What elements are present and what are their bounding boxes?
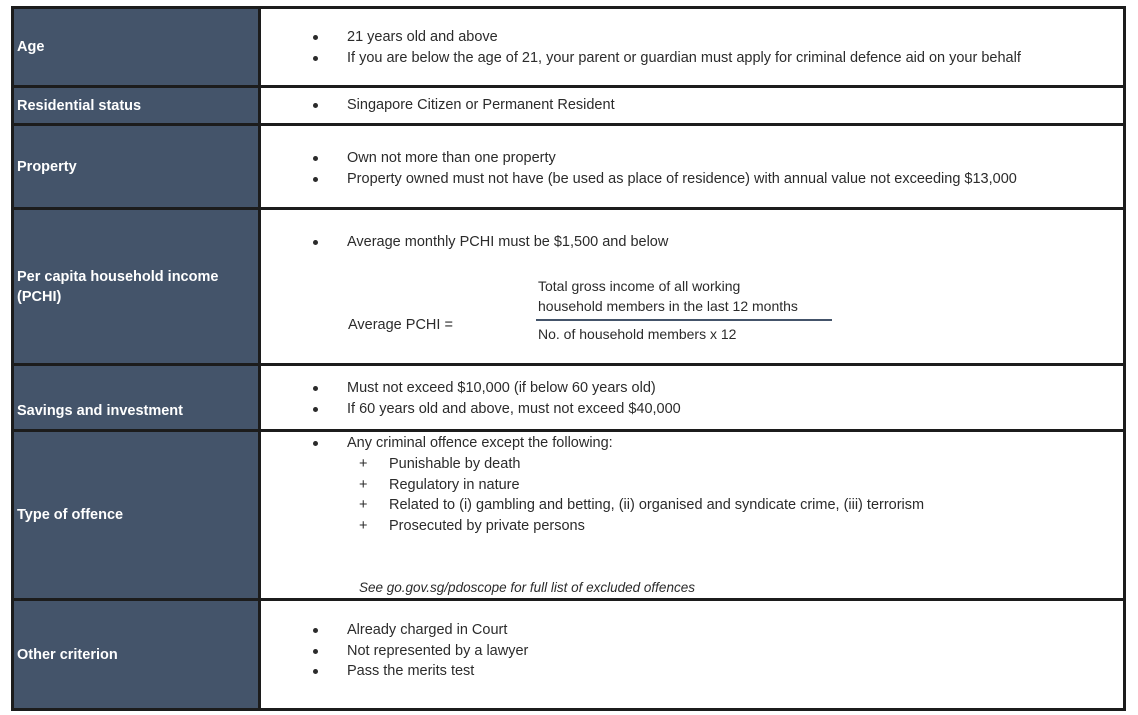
formula-numerator-line2: household members in the last 12 months bbox=[538, 298, 798, 314]
fraction-bar bbox=[536, 319, 832, 321]
formula-numerator-line1: Total gross income of all working bbox=[538, 278, 741, 294]
bullet-icon bbox=[313, 240, 318, 245]
row-other-criterion bbox=[14, 601, 1123, 708]
cell-pchi: Average monthly PCHI must be $1,500 and below Average PCHI = Total gross income of all working household members in the last 12 months No. of household members x 12 bbox=[258, 210, 1123, 363]
label-property: Property bbox=[14, 126, 258, 207]
row-savings bbox=[14, 366, 1123, 432]
bullet-icon bbox=[313, 649, 318, 654]
label-offence: Type of offence bbox=[14, 432, 258, 598]
eligibility-table bbox=[11, 6, 1126, 711]
label-residential-status: Residential status bbox=[14, 88, 258, 123]
label-age: Age bbox=[14, 9, 258, 85]
cell-savings: Must not exceed $10,000 (if below 60 years old) If 60 years old and above, must not exceed $40,000 bbox=[258, 366, 1123, 429]
bullet-icon bbox=[313, 386, 318, 391]
bullet-icon bbox=[313, 407, 318, 412]
cell-residential-status: Singapore Citizen or Permanent Resident bbox=[258, 88, 1123, 123]
row-residential-status bbox=[14, 88, 1123, 126]
plus-icon: + bbox=[359, 518, 368, 534]
plus-icon: + bbox=[359, 477, 368, 493]
row-pchi bbox=[14, 210, 1123, 366]
plus-icon: + bbox=[359, 497, 368, 513]
excluded-offences-note: See go.gov.sg/pdoscope for full list of excluded offences bbox=[359, 580, 695, 595]
row-age bbox=[14, 9, 1123, 88]
row-offence bbox=[14, 432, 1123, 601]
label-pchi: Per capita household income (PCHI) bbox=[14, 210, 258, 363]
plus-icon: + bbox=[359, 456, 368, 472]
cell-property: Own not more than one property Property owned must not have (be used as place of residence) with annual value not exceeding $13,000 bbox=[258, 126, 1123, 207]
cell-offence: Any criminal offence except the following: + Punishable by death + Regulatory in nature + Related to (i) gambling and betting, (ii) organised and syndicate crime, (iii) terrorism + Prosecuted by private persons See go.gov.sg/pdoscope for full list of excluded offences bbox=[258, 432, 1123, 598]
cell-age: 21 years old and above If you are below the age of 21, your parent or guardian must apply for criminal defence aid on your behalf bbox=[258, 9, 1123, 85]
label-other-criterion: Other criterion bbox=[14, 601, 258, 708]
bullet-icon bbox=[313, 35, 318, 40]
formula-denominator: No. of household members x 12 bbox=[538, 326, 737, 342]
cell-other-criterion: Already charged in Court Not represented by a lawyer Pass the merits test bbox=[258, 601, 1123, 708]
bullet-icon bbox=[313, 156, 318, 161]
bullet-icon bbox=[313, 669, 318, 674]
bullet-icon bbox=[313, 628, 318, 633]
row-property bbox=[14, 126, 1123, 210]
bullet-icon bbox=[313, 56, 318, 61]
bullet-icon bbox=[313, 103, 318, 108]
formula-lhs: Average PCHI = bbox=[348, 317, 453, 333]
label-savings: Savings and investment bbox=[14, 366, 258, 429]
bullet-icon bbox=[313, 177, 318, 182]
bullet-icon bbox=[313, 441, 318, 446]
